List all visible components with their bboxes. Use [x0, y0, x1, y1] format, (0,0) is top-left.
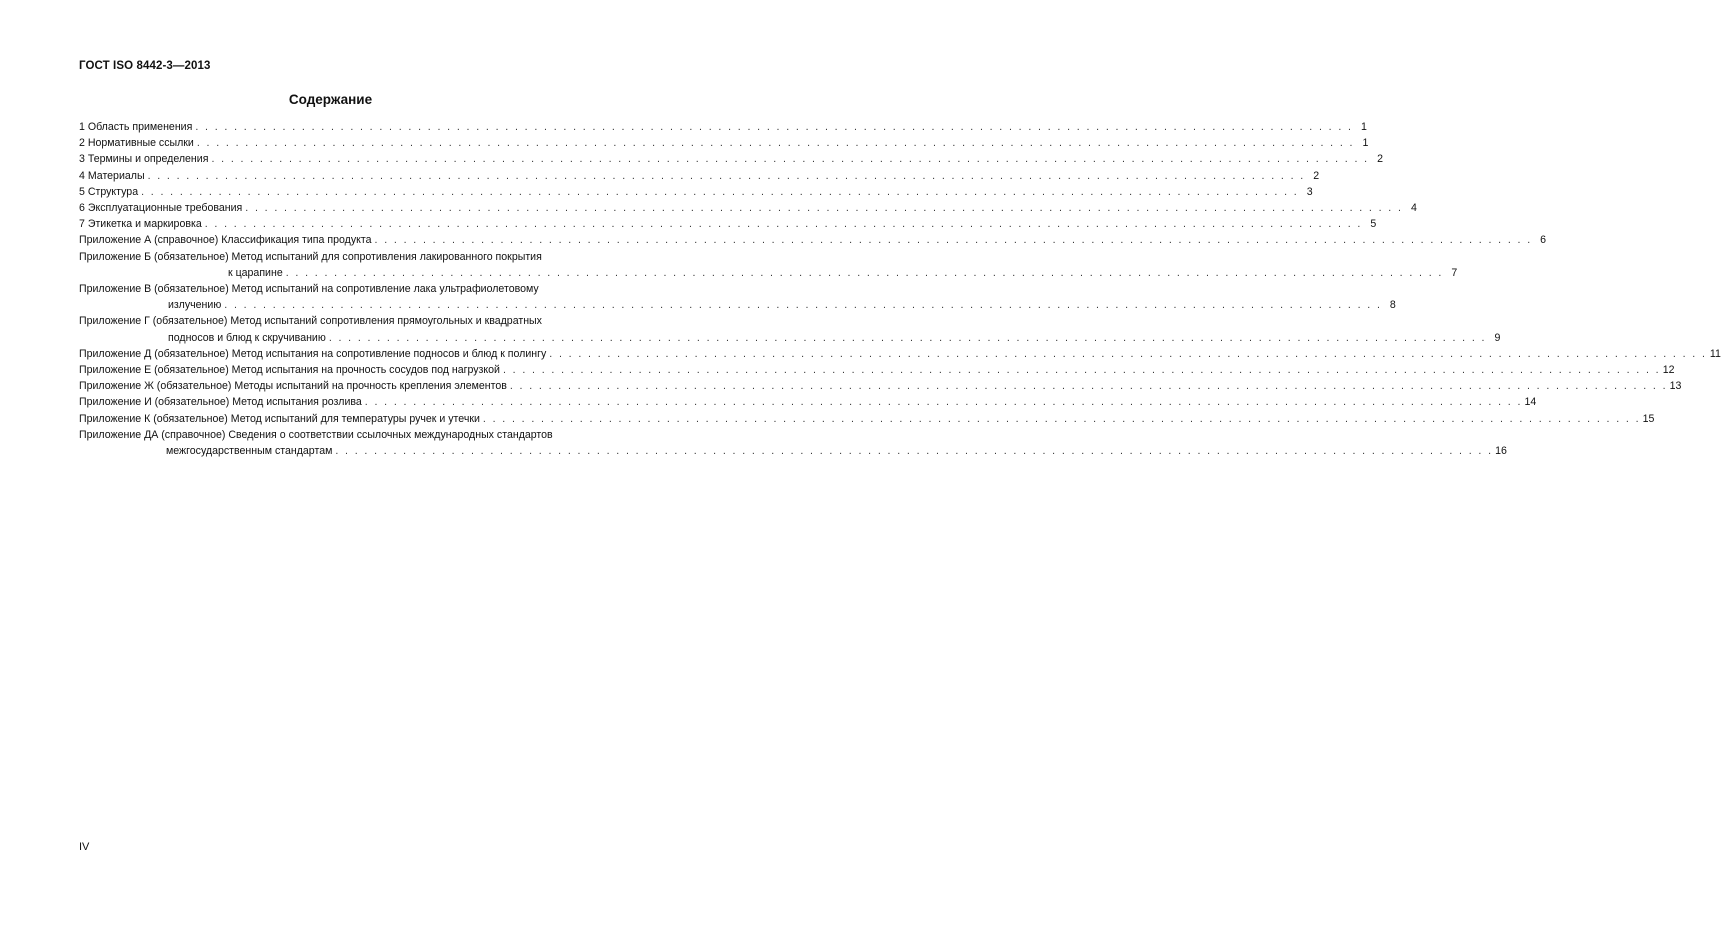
toc-entry[interactable]	[79, 151, 1383, 167]
toc-entry-text: Приложение А (справочное) Классификация типа продукта	[79, 234, 372, 247]
toc-entry[interactable]	[79, 168, 1320, 184]
toc-entry[interactable]	[79, 216, 1377, 232]
toc-page-number: 15	[1642, 412, 1655, 425]
toc-entry[interactable]	[79, 411, 1655, 427]
toc-leader-dots: . . . . . . . . . . . . . . . . . . . . . . . . . . . . . . . . . . . . . . . . . . . . . . . . . . . . . . . . . . . . . . . . . . . . . . . . . . . . . . . . . . . . . . . . . . . . . . . . . . . . . . . . . . . . . . . . . . . . . . . .	[285, 266, 1444, 279]
toc-page-number: 12	[1662, 364, 1675, 377]
toc-entry-text: 2 Нормативные ссылки	[79, 137, 194, 150]
toc-entry-text: 4 Материалы	[79, 169, 145, 182]
toc-entry-text: Приложение Г (обязательное) Метод испытаний сопротивления прямоугольных и квадратных	[79, 315, 542, 328]
toc-leader-dots: . . . . . . . . . . . . . . . . . . . . . . . . . . . . . . . . . . . . . . . . . . . . . . . . . . . . . . . . . . . . . . . . . . . . . . . . . . . . . . . . . . . . . . . . . . . . . . . . . . . . . . . . . . . . . . . . . . . . . . . .	[502, 364, 1661, 377]
toc-entry[interactable]	[79, 119, 1367, 135]
toc-entry-text: 1 Область применения	[79, 121, 193, 133]
toc-entry[interactable]	[79, 232, 1547, 248]
toc-entry[interactable]	[79, 362, 1675, 378]
toc-leader-dots: . . . . . . . . . . . . . . . . . . . . . . . . . . . . . . . . . . . . . . . . . . . . . . . . . . . . . . . . . . . . . . . . . . . . . . . . . . . . . . . . . . . . . . . . . . . . . . . . . . . . . . . . . . . . . . . . . . . . . . . .	[509, 380, 1668, 393]
toc-entry-text: 7 Этикетка и маркировка	[79, 218, 202, 231]
toc-entry-text: излучению	[168, 299, 222, 312]
toc-entry[interactable]	[79, 249, 1458, 281]
toc-entry[interactable]	[79, 135, 1369, 151]
document-header: ГОСТ ISO 8442-3—2013	[79, 60, 211, 72]
toc-entry-text: Приложение В (обязательное) Метод испытаний на сопротивление лака ультрафиолетовому	[79, 283, 539, 296]
toc-leader-dots: . . . . . . . . . . . . . . . . . . . . . . . . . . . . . . . . . . . . . . . . . . . . . . . . . . . . . . . . . . . . . . . . . . . . . . . . . . . . . . . . . . . . . . . . . . . . . . . . . . . . . . . . . . . . . . . . . . . . . . . .	[141, 185, 1299, 198]
toc-entry-text: 3 Термины и определения	[79, 153, 209, 166]
toc-page-number: 2	[1377, 153, 1383, 166]
toc-page-number: 13	[1669, 380, 1682, 393]
toc-leader-dots: . . . . . . . . . . . . . . . . . . . . . . . . . . . . . . . . . . . . . . . . . . . . . . . . . . . . . . . . . . . . . . . . . . . . . . . . . . . . . . . . . . . . . . . . . . . . . . . . . . . . . . . . . . . . . . . . . . . . . . . .	[245, 202, 1403, 215]
toc-entry[interactable]	[79, 346, 1721, 362]
toc-page-number: 1	[1362, 137, 1369, 150]
toc-entry-text: 5 Структура	[79, 185, 139, 198]
toc-entry[interactable]	[79, 427, 1507, 459]
toc-page-number: 6	[1540, 234, 1547, 247]
toc-leader-dots: . . . . . . . . . . . . . . . . . . . . . . . . . . . . . . . . . . . . . . . . . . . . . . . . . . . . . . . . . . . . . . . . . . . . . . . . . . . . . . . . . . . . . . . . . . . . . . . . . . . . . . . . . . . . . . . . . . . . . . . .	[196, 137, 1355, 150]
toc-leader-dots: . . . . . . . . . . . . . . . . . . . . . . . . . . . . . . . . . . . . . . . . . . . . . . . . . . . . . . . . . . . . . . . . . . . . . . . . . . . . . . . . . . . . . . . . . . . . . . . . . . . . . . . . . . . . . . . . . . . . . . . .	[147, 169, 1306, 182]
toc-entry-text: Приложение Ж (обязательное) Методы испытаний на прочность крепления элементов	[79, 380, 507, 393]
toc-leader-dots: . . . . . . . . . . . . . . . . . . . . . . . . . . . . . . . . . . . . . . . . . . . . . . . . . . . . . . . . . . . . . . . . . . . . . . . . . . . . . . . . . . . . . . . . . . . . . . . . . . . . . . . . . . . . . . . . . . . . . . . .	[335, 445, 1493, 458]
page-number: IV	[79, 841, 90, 853]
toc-page-number: 14	[1524, 396, 1537, 409]
toc-entry[interactable]	[79, 200, 1417, 216]
toc-leader-dots: . . . . . . . . . . . . . . . . . . . . . . . . . . . . . . . . . . . . . . . . . . . . . . . . . . . . . . . . . . . . . . . . . . . . . . . . . . . . . . . . . . . . . . . . . . . . . . . . . . . . . . . . . . . . . . . . . . . . . . . .	[482, 412, 1641, 425]
toc-page-number: 4	[1410, 202, 1417, 215]
toc-leader-dots: . . . . . . . . . . . . . . . . . . . . . . . . . . . . . . . . . . . . . . . . . . . . . . . . . . . . . . . . . . . . . . . . . . . . . . . . . . . . . . . . . . . . . . . . . . . . . . . . . . . . . . . . . . . . . . . . . . . . . . . .	[211, 153, 1369, 166]
toc-page-number: 2	[1313, 169, 1320, 182]
toc-page-number: 5	[1370, 218, 1377, 231]
toc-entry-text: подносов и блюд к скручиванию	[168, 331, 326, 344]
toc-entry-text: к царапине	[228, 266, 283, 279]
toc-leader-dots: . . . . . . . . . . . . . . . . . . . . . . . . . . . . . . . . . . . . . . . . . . . . . . . . . . . . . . . . . . . . . . . . . . . . . . . . . . . . . . . . . . . . . . . . . . . . . . . . . . . . . . . . . . . . . . . . . . . . . . . .	[224, 299, 1382, 312]
toc-leader-dots: . . . . . . . . . . . . . . . . . . . . . . . . . . . . . . . . . . . . . . . . . . . . . . . . . . . . . . . . . . . . . . . . . . . . . . . . . . . . . . . . . . . . . . . . . . . . . . . . . . . . . . . . . . . . . . . . . . . . . . . .	[364, 396, 1523, 409]
toc-entry[interactable]	[79, 184, 1313, 200]
toc-entry-text: Приложение Б (обязательное) Метод испытаний для сопротивления лакированного покрытия	[79, 250, 542, 263]
toc-entry-text: Приложение Е (обязательное) Метод испытания на прочность сосудов под нагрузкой	[79, 364, 500, 377]
toc-page-number: 9	[1494, 331, 1501, 344]
toc-leader-dots: . . . . . . . . . . . . . . . . . . . . . . . . . . . . . . . . . . . . . . . . . . . . . . . . . . . . . . . . . . . . . . . . . . . . . . . . . . . . . . . . . . . . . . . . . . . . . . . . . . . . . . . . . . . . . . . . . . . . . . . .	[204, 218, 1363, 231]
toc-page-number: 7	[1451, 266, 1458, 279]
toc-page-number: 11	[1709, 347, 1721, 360]
toc-entry-text: Приложение Д (обязательное) Метод испытания на сопротивление подносов и блюд к полингу	[79, 347, 547, 360]
toc-title: Содержание	[288, 92, 373, 107]
toc-page-number: 16	[1495, 445, 1507, 458]
toc-entry-text: Приложение И (обязательное) Метод испытания розлива	[79, 396, 362, 409]
toc-entry-text: Приложение ДА (справочное) Сведения о соответствии ссылочных международных стандартов	[79, 428, 553, 441]
toc-page-number: 1	[1360, 121, 1367, 133]
toc-leader-dots: . . . . . . . . . . . . . . . . . . . . . . . . . . . . . . . . . . . . . . . . . . . . . . . . . . . . . . . . . . . . . . . . . . . . . . . . . . . . . . . . . . . . . . . . . . . . . . . . . . . . . . . . . . . . . . . . . . . . . . . .	[328, 331, 1487, 344]
toc-entry[interactable]	[79, 313, 1501, 345]
toc-leader-dots: . . . . . . . . . . . . . . . . . . . . . . . . . . . . . . . . . . . . . . . . . . . . . . . . . . . . . . . . . . . . . . . . . . . . . . . . . . . . . . . . . . . . . . . . . . . . . . . . . . . . . . . . . . . . . . . . . . . . . . . .	[549, 347, 1707, 360]
toc-leader-dots: . . . . . . . . . . . . . . . . . . . . . . . . . . . . . . . . . . . . . . . . . . . . . . . . . . . . . . . . . . . . . . . . . . . . . . . . . . . . . . . . . . . . . . . . . . . . . . . . . . . . . . . . . . . . . . . . . . . . . . . .	[374, 234, 1533, 247]
toc-leader-dots: . . . . . . . . . . . . . . . . . . . . . . . . . . . . . . . . . . . . . . . . . . . . . . . . . . . . . . . . . . . . . . . . . . . . . . . . . . . . . . . . . . . . . . . . . . . . . . . . . . . . . . . . . . . . . . . . . . . . . . . .	[195, 121, 1353, 133]
toc-entry-text: межгосударственным стандартам	[166, 445, 333, 458]
toc-entry[interactable]	[79, 394, 1537, 410]
toc-entry-text: Приложение К (обязательное) Метод испытаний для температуры ручек и утечки	[79, 412, 480, 425]
toc-page-number: 3	[1306, 185, 1313, 198]
toc-entry[interactable]	[79, 378, 1682, 394]
toc-page-number: 8	[1389, 299, 1396, 312]
toc-entry[interactable]	[79, 281, 1396, 313]
toc-entry-text: 6 Эксплуатационные требования	[79, 202, 243, 215]
table-of-contents	[79, 119, 1721, 459]
